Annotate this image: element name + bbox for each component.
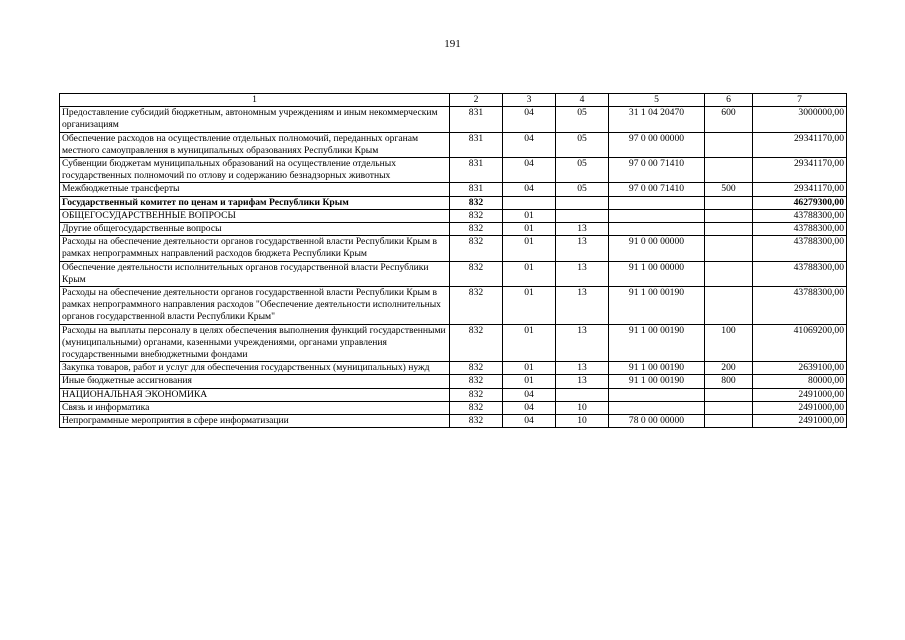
table-row [60,196,847,209]
row-amount: 2639100,00 [753,362,847,375]
column-number: 7 [753,94,847,107]
row-expense-type [705,196,753,209]
row-ministry-code: 832 [450,375,503,388]
row-ministry-code: 832 [450,401,503,414]
row-expense-type: 800 [705,375,753,388]
row-subsection-code [556,209,609,222]
column-number: 1 [60,94,450,107]
table-row [60,158,847,183]
row-expense-type [705,236,753,261]
row-ministry-code: 832 [450,415,503,428]
column-number: 4 [556,94,609,107]
row-name: Расходы на обеспечение деятельности органов государственной власти Республики Крым в рамках непрограммных направлений расходов бюджета Республики Крым [60,236,450,261]
row-subsection-code: 13 [556,287,609,325]
row-target-article: 31 1 04 20470 [609,107,705,132]
table-row [60,261,847,286]
row-expense-type: 100 [705,324,753,362]
row-amount: 2491000,00 [753,415,847,428]
table-row [60,388,847,401]
row-ministry-code: 832 [450,196,503,209]
row-subsection-code: 13 [556,324,609,362]
row-amount: 43788300,00 [753,287,847,325]
row-target-article [609,209,705,222]
row-section-code: 04 [503,183,556,196]
row-ministry-code: 832 [450,287,503,325]
row-target-article: 97 0 00 71410 [609,183,705,196]
table-row [60,209,847,222]
row-subsection-code: 10 [556,415,609,428]
row-name: Субвенции бюджетам муниципальных образований на осуществление отдельных государственных полномочий по отлову и содержанию безнадзорных животных [60,158,450,183]
row-ministry-code: 832 [450,209,503,222]
row-section-code: 01 [503,324,556,362]
table-row [60,287,847,325]
row-target-article [609,196,705,209]
row-expense-type [705,287,753,325]
column-number: 6 [705,94,753,107]
row-expense-type [705,223,753,236]
row-section-code: 04 [503,388,556,401]
row-expense-type: 200 [705,362,753,375]
row-ministry-code: 832 [450,223,503,236]
budget-table [59,93,847,428]
row-expense-type [705,401,753,414]
row-amount: 43788300,00 [753,236,847,261]
row-subsection-code: 13 [556,236,609,261]
row-section-code: 04 [503,107,556,132]
row-ministry-code: 832 [450,261,503,286]
row-target-article: 91 1 00 00190 [609,375,705,388]
row-section-code: 01 [503,236,556,261]
page-number: 191 [444,38,461,50]
row-section-code: 01 [503,209,556,222]
column-number: 3 [503,94,556,107]
row-ministry-code: 831 [450,107,503,132]
row-section-code: 01 [503,362,556,375]
row-amount: 43788300,00 [753,223,847,236]
table-row [60,183,847,196]
row-amount: 3000000,00 [753,107,847,132]
row-target-article: 91 0 00 00000 [609,236,705,261]
table-row [60,236,847,261]
row-section-code: 04 [503,132,556,157]
row-section-code: 04 [503,158,556,183]
row-name: Расходы на выплаты персоналу в целях обеспечения выполнения функций государственными (муниципальными) органами, казенными учреждениями, органами управления государственными внебюджетными фондами [60,324,450,362]
row-section-code [503,196,556,209]
row-name: НАЦИОНАЛЬНАЯ ЭКОНОМИКА [60,388,450,401]
row-target-article: 91 1 00 00190 [609,324,705,362]
table-row [60,107,847,132]
row-expense-type [705,415,753,428]
row-amount: 46279300,00 [753,196,847,209]
row-expense-type: 500 [705,183,753,196]
row-ministry-code: 832 [450,236,503,261]
row-target-article [609,401,705,414]
table-row [60,375,847,388]
row-section-code: 04 [503,415,556,428]
row-target-article: 78 0 00 00000 [609,415,705,428]
row-ministry-code: 831 [450,132,503,157]
row-name: Обеспечение деятельности исполнительных органов государственной власти Республики Крым [60,261,450,286]
row-target-article: 97 0 00 00000 [609,132,705,157]
row-ministry-code: 831 [450,183,503,196]
row-section-code: 01 [503,223,556,236]
row-subsection-code [556,388,609,401]
row-ministry-code: 832 [450,324,503,362]
row-section-code: 01 [503,375,556,388]
table-row [60,362,847,375]
row-name: Предоставление субсидий бюджетным, автономным учреждениям и иным некоммерческим организациям [60,107,450,132]
row-name: Непрограммные мероприятия в сфере информатизации [60,415,450,428]
table-row [60,401,847,414]
row-name: Закупка товаров, работ и услуг для обеспечения государственных (муниципальных) нужд [60,362,450,375]
row-expense-type [705,132,753,157]
row-target-article: 91 1 00 00190 [609,362,705,375]
row-name: Межбюджетные трансферты [60,183,450,196]
row-section-code: 01 [503,261,556,286]
row-target-article: 91 1 00 00000 [609,261,705,286]
row-name: Обеспечение расходов на осуществление отдельных полномочий, переданных органам местного самоуправления в муниципальных образованиях Республики Крым [60,132,450,157]
row-amount: 80000,00 [753,375,847,388]
row-target-article [609,223,705,236]
row-ministry-code: 831 [450,158,503,183]
row-name: Государственный комитет по ценам и тарифам Республики Крым [60,196,450,209]
table-row [60,223,847,236]
row-expense-type [705,388,753,401]
row-amount: 29341170,00 [753,132,847,157]
row-subsection-code: 05 [556,107,609,132]
row-subsection-code: 05 [556,183,609,196]
row-amount: 41069200,00 [753,324,847,362]
column-number: 2 [450,94,503,107]
row-section-code: 01 [503,287,556,325]
table-row [60,132,847,157]
table-row [60,324,847,362]
row-amount: 43788300,00 [753,209,847,222]
row-expense-type [705,158,753,183]
row-target-article: 91 1 00 00190 [609,287,705,325]
row-name: ОБЩЕГОСУДАРСТВЕННЫЕ ВОПРОСЫ [60,209,450,222]
row-expense-type [705,261,753,286]
row-subsection-code: 13 [556,261,609,286]
row-expense-type [705,209,753,222]
row-amount: 29341170,00 [753,183,847,196]
budget-table-body [60,94,847,428]
row-amount: 2491000,00 [753,401,847,414]
row-subsection-code: 05 [556,158,609,183]
row-section-code: 04 [503,401,556,414]
row-amount: 43788300,00 [753,261,847,286]
row-ministry-code: 832 [450,362,503,375]
row-name: Другие общегосударственные вопросы [60,223,450,236]
row-name: Связь и информатика [60,401,450,414]
row-subsection-code: 13 [556,362,609,375]
row-subsection-code: 10 [556,401,609,414]
row-target-article: 97 0 00 71410 [609,158,705,183]
row-amount: 29341170,00 [753,158,847,183]
table-row [60,415,847,428]
row-subsection-code [556,196,609,209]
column-number-row [60,94,847,107]
row-subsection-code: 05 [556,132,609,157]
row-expense-type: 600 [705,107,753,132]
row-name: Расходы на обеспечение деятельности органов государственной власти Республики Крым в рамках непрограммного направления расходов "Обеспечение деятельности исполнительных органов государственной власти Республики Крым" [60,287,450,325]
row-ministry-code: 832 [450,388,503,401]
row-target-article [609,388,705,401]
row-subsection-code: 13 [556,375,609,388]
row-amount: 2491000,00 [753,388,847,401]
row-name: Иные бюджетные ассигнования [60,375,450,388]
row-subsection-code: 13 [556,223,609,236]
column-number: 5 [609,94,705,107]
